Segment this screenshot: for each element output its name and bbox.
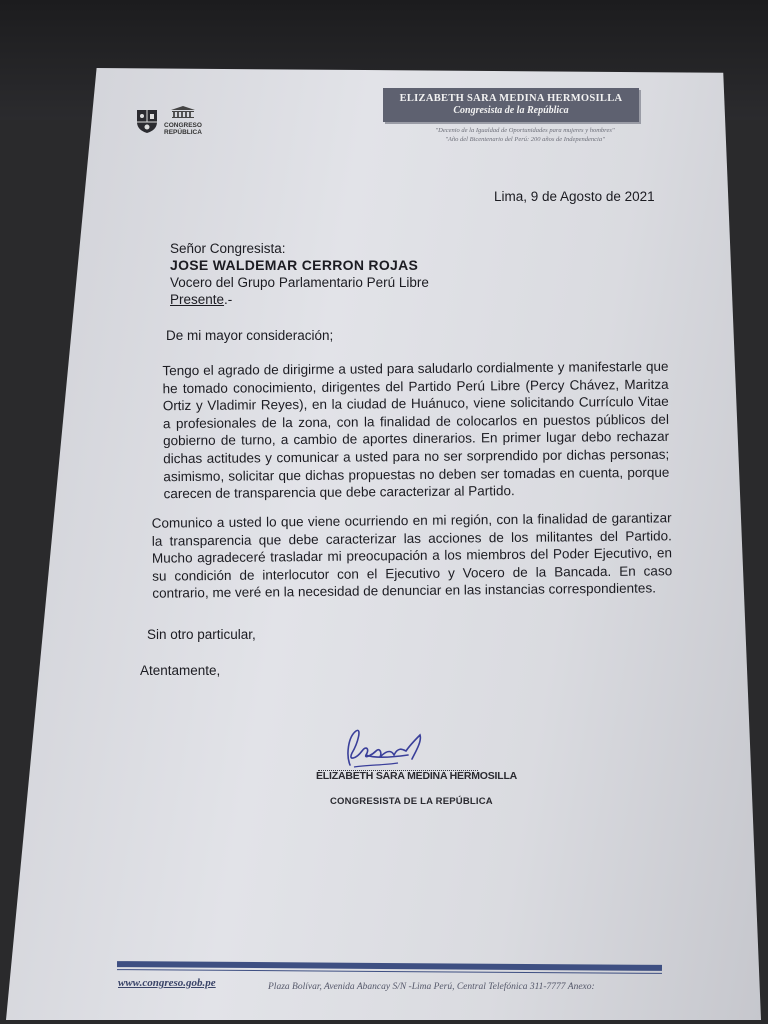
signatory-role: CONGRESISTA DE LA REPÚBLICA [330,796,493,807]
motto-bicentenario: "Año del Bicentenario del Perú: 200 años de Independencia" [445,136,605,143]
addressee-block [170,240,429,308]
footer-address: Plaza Bolívar, Avenida Abancay S/N -Lima Perú, Central Telefónica 311-7777 Anexo: [268,982,595,992]
signatory-name: ELIZABETH SARA MEDINA HERMOSILLA [316,770,518,782]
sign-off: Atentamente, [140,663,221,678]
letterhead-role: Congresista de la República [453,105,569,116]
congreso-logo [164,104,202,140]
congreso-logo-text [164,122,202,136]
letter-date: Lima, 9 de Agosto de 2021 [494,189,655,204]
greeting: De mi mayor consideración; [166,328,334,343]
presente-word: Presente [170,292,225,307]
presente-suffix: .- [224,292,233,307]
footer-website-link[interactable]: www.congreso.gob.pe [118,977,216,989]
congreso-logo-line2: REPÚBLICA [164,129,202,136]
recipient-role: Vocero del Grupo Parlamentario Perú Libre [170,275,429,290]
recipient-salutation: Señor Congresista: [170,241,286,256]
peru-coat-of-arms-icon [134,108,160,134]
motto-decenio: "Decenio de la Igualdad de Oportunidades para mujeres y hombres" [435,127,615,134]
letterhead-mottos [400,126,650,144]
congress-building-icon [170,106,196,118]
letterhead-name: ELIZABETH SARA MEDINA HERMOSILLA [399,93,623,104]
closing-line: Sin otro particular, [147,627,256,642]
body-paragraph-2: Comunico a usted lo que viene ocurriendo en mi región, con la finalidad de garantizar la transparencia que debe caracterizar las acciones de los militantes del Partido. Mucho agradeceré trasladar mi preocupación a los miembros del Poder Ejecutivo, en su condición de interlocutor con el Ejecutivo y Vocero de la Bancada. En caso contrario, me veré en la necesidad de denunciar en las instancias correspondientes. [151,510,673,602]
handwritten-signature [336,725,436,773]
letterhead-logos [134,104,204,140]
body-paragraph-1: Tengo el agrado de dirigirme a usted para saludarlo cordialmente y manifestarle que he tomado conocimiento, dirigentes del Partido Perú Libre (Percy Chávez, Maritza Ortiz y Vladimir Reyes), en la ciudad de Huánuco, viene solicitando Currículo Vitae a profesionales de la zona, con la finalidad de colocarlos en puestos públicos del gobierno de turno, a cambio de aportes dinerarios. En primer lugar debo rechazar dichas actitudes y comunicar a usted para no ser sorprendido por dichas personas; asimismo, solicitar que dichas propuestas no deben ser tomadas en cuenta, porque carecen de transparencia que debe caracterizar al Partido. [162,358,670,502]
congreso-logo-line1: CONGRESO [164,122,202,129]
letterhead-name-box [383,88,639,122]
recipient-name: JOSE WALDEMAR CERRON ROJAS [170,257,419,273]
presente-line [170,291,429,308]
